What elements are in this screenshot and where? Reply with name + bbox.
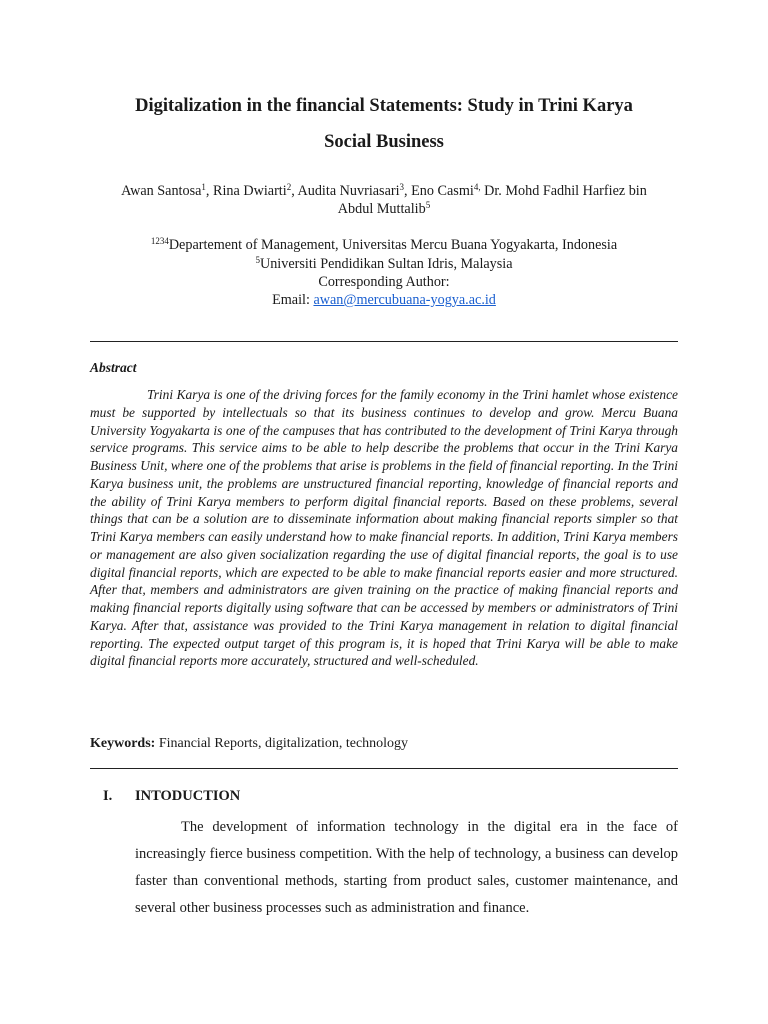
affiliation-text: Departement of Management, Universitas Mercu Buana Yogyakarta, Indonesia <box>168 237 618 253</box>
divider <box>90 341 678 342</box>
affiliation-1 <box>90 236 678 254</box>
paper-title-line-1: Digitalization in the financial Statements: Study in Trini Karya <box>135 96 633 116</box>
corresponding-author-label: Corresponding Author: <box>318 274 450 290</box>
email-label: Email: <box>272 292 314 308</box>
author-affiliation-mark: 3 <box>399 182 405 192</box>
author-affiliation-mark: 1 <box>201 182 206 192</box>
keywords-line <box>90 736 408 752</box>
email-link[interactable]: awan@mercubuana-yogya.ac.id <box>313 292 496 308</box>
affiliation-2 <box>90 255 678 273</box>
author-name: Dr. Mohd Fadhil Harfiez bin <box>480 183 647 199</box>
author-affiliation-mark: 5 <box>425 200 431 210</box>
paper-title-line-2: Social Business <box>324 132 444 152</box>
affiliation-text: Universiti Pendidikan Sultan Idris, Malaysia <box>259 256 513 272</box>
author-name: Abdul Muttalib <box>337 201 426 217</box>
author-name: , Rina Dwiarti <box>205 183 287 199</box>
email-line <box>90 291 678 309</box>
introduction-body: The development of information technology in the digital era in the face of increasingly fierce business competition. With the help of technology, a business can develop faster than conventional methods, starting from product sales, customer maintenance, and several other business processes such as administration and finance. <box>135 819 678 916</box>
abstract-heading: Abstract <box>90 360 137 375</box>
author-list <box>90 182 678 218</box>
divider <box>90 768 678 769</box>
keywords-text: Financial Reports, digitalization, technology <box>155 736 409 751</box>
author-name: , Audita Nuvriasari <box>291 183 400 199</box>
author-name: Awan Santosa <box>121 183 202 199</box>
affiliation-mark: 1234 <box>150 236 169 246</box>
section-title: INTODUCTION <box>135 788 241 804</box>
abstract-body: Trini Karya is one of the driving forces for the family economy in the Trini hamlet whose existence must be supported by intellectuals so that its business continues to develop and grow. Mercu Buana University Yogyakarta is one of the campuses that has contributed to the development of Trini Karya through service programs. This service aims to be able to help describe the problems that occur in the Trini Karya Business Unit, where one of the problems that arise is problems in the field of financial reporting. In the Trini Karya business unit, the problems are unstructured financial reporting, knowledge of financial reports and the ability of Trini Karya members to perform digital financial reports. Based on these problems, several things that can be a solution are to disseminate information about making financial reports simpler so that Trini Karya members can easily understand how to make financial reports. In addition, Trini Karya members or management are also given socialization regarding the use of digital financial reports, the goal is to use digital financial reports, which are expected to be able to make financial reports easier and more structured. After that, members and administrators are given training on the practice of making financial reports and making financial reports digitally using software that can be accessed by members or administrators of Trini Karya. After that, assistance was provided to the Trini Karya management in relation to digital financial reporting. The expected output target of this program is, it is hoped that Trini Karya will be able to make digital financial reports more accurately, structured and well-scheduled. <box>90 387 678 669</box>
affiliation-mark: 5 <box>255 255 260 265</box>
section-number: I. <box>103 788 113 804</box>
author-name: , Eno Casmi <box>404 183 474 199</box>
keywords-label: Keywords: <box>90 736 156 751</box>
author-affiliation-mark: 4, <box>473 182 481 192</box>
author-affiliation-mark: 2 <box>286 182 292 192</box>
